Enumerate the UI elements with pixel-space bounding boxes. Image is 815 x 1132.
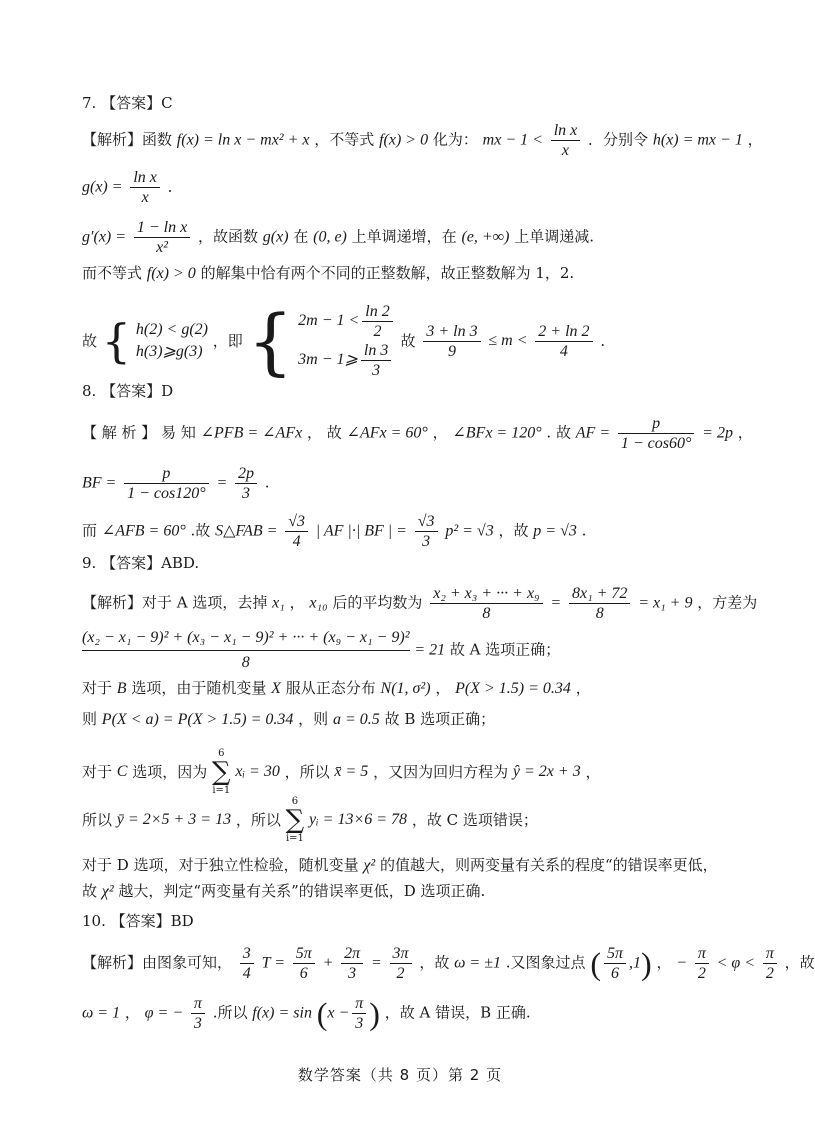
q8-header: 8. 【答案】D <box>82 382 174 400</box>
text: ． <box>167 177 183 196</box>
text: ， <box>585 763 601 781</box>
text: . 故 <box>546 423 571 442</box>
text: ， 故 <box>306 423 342 442</box>
math: yᵢ = 13×6 = 78 <box>309 811 408 828</box>
summation-icon: 6 ∑ i=1 <box>285 796 305 844</box>
text: ，故 <box>419 953 450 972</box>
fraction: $\frac{5\pi}{6}$ <box>604 944 626 983</box>
math: + <box>322 954 334 972</box>
math: χ² <box>101 883 114 900</box>
math: < φ < <box>716 954 756 972</box>
paren: ( <box>316 995 328 1032</box>
math: (0, e) <box>313 228 347 246</box>
text: ，又因为回归方程为 <box>373 763 509 781</box>
text: 选项，由于随机变量 <box>131 679 267 697</box>
text: 【解析】由图象可知， <box>82 953 233 972</box>
text: ， <box>432 423 448 442</box>
math: a = 0.5 <box>332 711 380 728</box>
math: ≤ m < <box>488 332 528 349</box>
math: ∠PFB = ∠AFx <box>200 424 303 442</box>
paren: ( <box>590 945 601 982</box>
q8-line-2 <box>82 464 270 503</box>
text: 则 <box>82 710 98 728</box>
math: N(1, σ²) <box>380 680 431 697</box>
fraction: $\frac{\pi}{2}$ <box>695 944 709 983</box>
text: 故 A 选项正确； <box>449 640 561 659</box>
text: ，方差为 <box>697 593 758 612</box>
text: 服从正态分布 <box>285 679 376 697</box>
text: ，即 <box>212 332 243 350</box>
math: (e, +∞) <box>461 228 510 246</box>
text: 【 解 析 】 易 知 <box>82 423 196 442</box>
math: p² = √3 <box>445 522 494 540</box>
q9-header: 9. 【答案】ABD. <box>82 554 200 572</box>
math: ∠AFx = 60° <box>346 424 428 442</box>
math: f(x) > 0 <box>146 265 196 282</box>
math: = <box>370 954 382 972</box>
text: ．分别令 <box>588 130 649 149</box>
text: ， <box>435 679 451 697</box>
text: ，所以 <box>235 811 281 829</box>
text: .又图象过点 <box>505 953 586 972</box>
q9-line-4 <box>82 708 495 731</box>
math: ,1 <box>629 954 641 972</box>
text: 越大，判定“两变量有关系”的错误率更低，D 选项正确. <box>118 882 486 900</box>
text: 故 <box>82 882 98 900</box>
math: P(X < a) = P(X > 1.5) = 0.34 <box>101 711 294 728</box>
text: ， <box>656 953 672 972</box>
fraction: $\frac{5\pi}{6}$ <box>293 944 315 983</box>
math: mx − 1 < <box>482 131 543 149</box>
q7-line-3 <box>82 218 594 257</box>
math: x̄ = 5 <box>334 763 369 780</box>
fraction: $\frac{\pi}{2}$ <box>763 944 777 983</box>
text: .故 <box>190 521 211 540</box>
math: = <box>550 594 562 612</box>
q9-line-8 <box>82 880 485 903</box>
text: . <box>600 332 606 350</box>
text: 所以 <box>82 811 113 829</box>
fraction: $\frac{√3}{4}$ <box>285 512 308 551</box>
math: − <box>676 954 688 972</box>
text: ， <box>575 679 591 697</box>
math: g(x) <box>262 228 289 246</box>
math: x₁ <box>272 594 285 612</box>
math: C <box>116 763 128 780</box>
text: 上单调递增，在 <box>351 227 457 246</box>
text: 故 B 选项正确； <box>384 710 496 728</box>
math: f(x) = ln x − mx² + x <box>176 131 310 149</box>
math: p = √3 <box>533 522 577 540</box>
math: ω = 1 <box>82 1004 121 1022</box>
fraction: $\frac{3\pi}{2}$ <box>390 944 412 983</box>
q7-line-1 <box>82 121 763 160</box>
text: ， <box>124 1003 140 1022</box>
text: 故 <box>82 332 98 350</box>
text: 上单调递减. <box>514 227 594 246</box>
text: ，故 A 错误，B 正确. <box>384 1003 531 1022</box>
text: 故 <box>400 332 416 350</box>
text: 选项，因为 <box>132 763 208 781</box>
page-footer: 数学答案（共 8 页）第 2 页 <box>297 1066 503 1084</box>
text: ，故 C 选项错误； <box>411 811 538 829</box>
math: T = <box>261 954 285 972</box>
q10-line-2 <box>82 994 531 1033</box>
math: = 2p <box>702 424 733 442</box>
math: χ² <box>363 857 376 874</box>
text: ，故函数 <box>197 227 258 246</box>
text: ，故 <box>498 521 529 540</box>
math: ȳ = 2×5 + 3 = 13 <box>116 811 232 828</box>
fraction: $\frac{\text{ln x}}{x}$ <box>551 121 581 160</box>
math: φ = − <box>144 1004 184 1022</box>
text: 化为： <box>432 130 478 149</box>
paren: ) <box>369 995 380 1032</box>
inequality-system-2: 2m − 1 < $\frac{\ln 2}{2}$ 3m − 1⩾ $\frac{\ln 3}{3}$ <box>298 302 396 380</box>
text: ，则 <box>298 710 329 728</box>
q9-line-6 <box>82 796 538 844</box>
q9-line-1 <box>82 584 757 623</box>
math: g′(x) = <box>82 228 127 246</box>
text: 的解集中恰有两个不同的正整数解，故正整数解为 1，2. <box>200 264 575 282</box>
text: ，不等式 <box>314 130 375 149</box>
text: ， <box>747 130 763 149</box>
math: S△FAB = <box>215 522 278 540</box>
q9-line-2 <box>82 626 560 675</box>
math: f(x) = sin <box>252 1004 312 1022</box>
math: ŷ = 2x + 3 <box>512 763 581 780</box>
left-brace: { <box>247 299 294 383</box>
math: = 21 <box>414 641 446 659</box>
text: 对于 <box>82 763 113 781</box>
summation-icon: 6 ∑ i=1 <box>212 748 231 796</box>
math: = <box>216 474 228 492</box>
fraction: $\frac{p}{1 - \cos 60^\circ}$ <box>618 414 695 453</box>
text: 【解析】对于 A 选项，去掉 <box>82 593 268 612</box>
math: BF = <box>82 474 117 492</box>
text: ， <box>289 593 305 612</box>
q8-line-1 <box>82 414 753 453</box>
math: f(x) > 0 <box>379 131 429 149</box>
math: x₁₀ <box>309 594 328 612</box>
math: AF = <box>575 424 611 442</box>
text: 对于 D 选项，对于独立性检验，随机变量 <box>82 856 359 874</box>
paren: ) <box>641 945 652 982</box>
text: ，故 <box>784 953 815 972</box>
q10-line-1 <box>82 944 815 983</box>
fraction: $\frac{\pi}{3}$ <box>352 994 366 1033</box>
math: | AF |·| BF | = <box>315 522 407 540</box>
math: ∠AFB = 60° <box>101 522 186 540</box>
text: ，所以 <box>284 763 330 781</box>
q8-line-3 <box>82 512 586 551</box>
q9-line-5 <box>82 748 600 796</box>
fraction: $\frac{\text{ln x}}{x}$ <box>130 168 160 207</box>
fraction: $\frac{\text{1 − ln x}}{\text{x²}}$ <box>134 218 190 257</box>
fraction: $\frac{3 + \ln 3}{9}$ <box>423 322 480 361</box>
text: 【解析】函数 <box>82 130 173 149</box>
math: xᵢ = 30 <box>235 763 280 780</box>
q9-line-7 <box>82 854 718 877</box>
math: P(X > 1.5) = 0.34 <box>455 680 571 697</box>
fraction: $\frac{2\pi}{3}$ <box>341 944 363 983</box>
math: h(x) = mx − 1 <box>652 131 743 149</box>
fraction: $\frac{\text{x₂ + x₃ + ··· + x₉}}{8}$ <box>430 584 542 623</box>
left-brace: { <box>101 314 132 368</box>
q7-line-2 <box>82 168 183 207</box>
text: 而不等式 <box>82 264 143 282</box>
text: .所以 <box>212 1003 248 1022</box>
math: = x₁ + 9 <box>638 594 693 612</box>
math: B <box>116 680 127 697</box>
q7-line-5 <box>82 299 606 383</box>
fraction: $\frac{\text{8x₁ + 72}}{8}$ <box>569 584 630 623</box>
fraction: $\frac{2 + \ln 2}{4}$ <box>535 322 592 361</box>
variance-fraction: $\frac{\text{(x₂ − x₁ − 9)² + (x₃ − x₁ − 9)² + ··· + (x₉ − x₁ − 9)²}}{8}$ <box>82 626 410 675</box>
fraction: $\frac{p}{1 - \cos 120^\circ}$ <box>124 464 209 503</box>
math: ω = ±1 <box>454 954 501 972</box>
text: . <box>581 521 587 540</box>
text: 而 <box>82 521 98 540</box>
text: . <box>264 473 270 492</box>
math: x − <box>327 1004 350 1022</box>
fraction: $\frac{\pi}{3}$ <box>191 994 205 1033</box>
q7-header: 7. 【答案】C <box>82 94 173 112</box>
math: ∠BFx = 120° <box>452 424 542 442</box>
text: 在 <box>293 227 309 246</box>
math: X <box>271 680 281 697</box>
text: 的值越大，则两变量有关系的程度“的错误率更低， <box>379 856 718 874</box>
q9-line-3 <box>82 677 591 700</box>
fraction: $\frac{√3}{3}$ <box>415 512 438 551</box>
math: g(x) = <box>82 178 123 196</box>
text: 后的平均数为 <box>332 593 423 612</box>
fraction: $\frac{3}{4}$ <box>240 944 254 983</box>
fraction: $\frac{2p}{3}$ <box>235 464 257 503</box>
text: ， <box>737 423 753 442</box>
q10-header: 10. 【答案】BD <box>82 912 194 930</box>
inequality-system-1: h(2) < g(2) h(3)⩾g(3) <box>135 321 208 360</box>
q7-line-4 <box>82 262 574 285</box>
text: 对于 <box>82 679 113 697</box>
